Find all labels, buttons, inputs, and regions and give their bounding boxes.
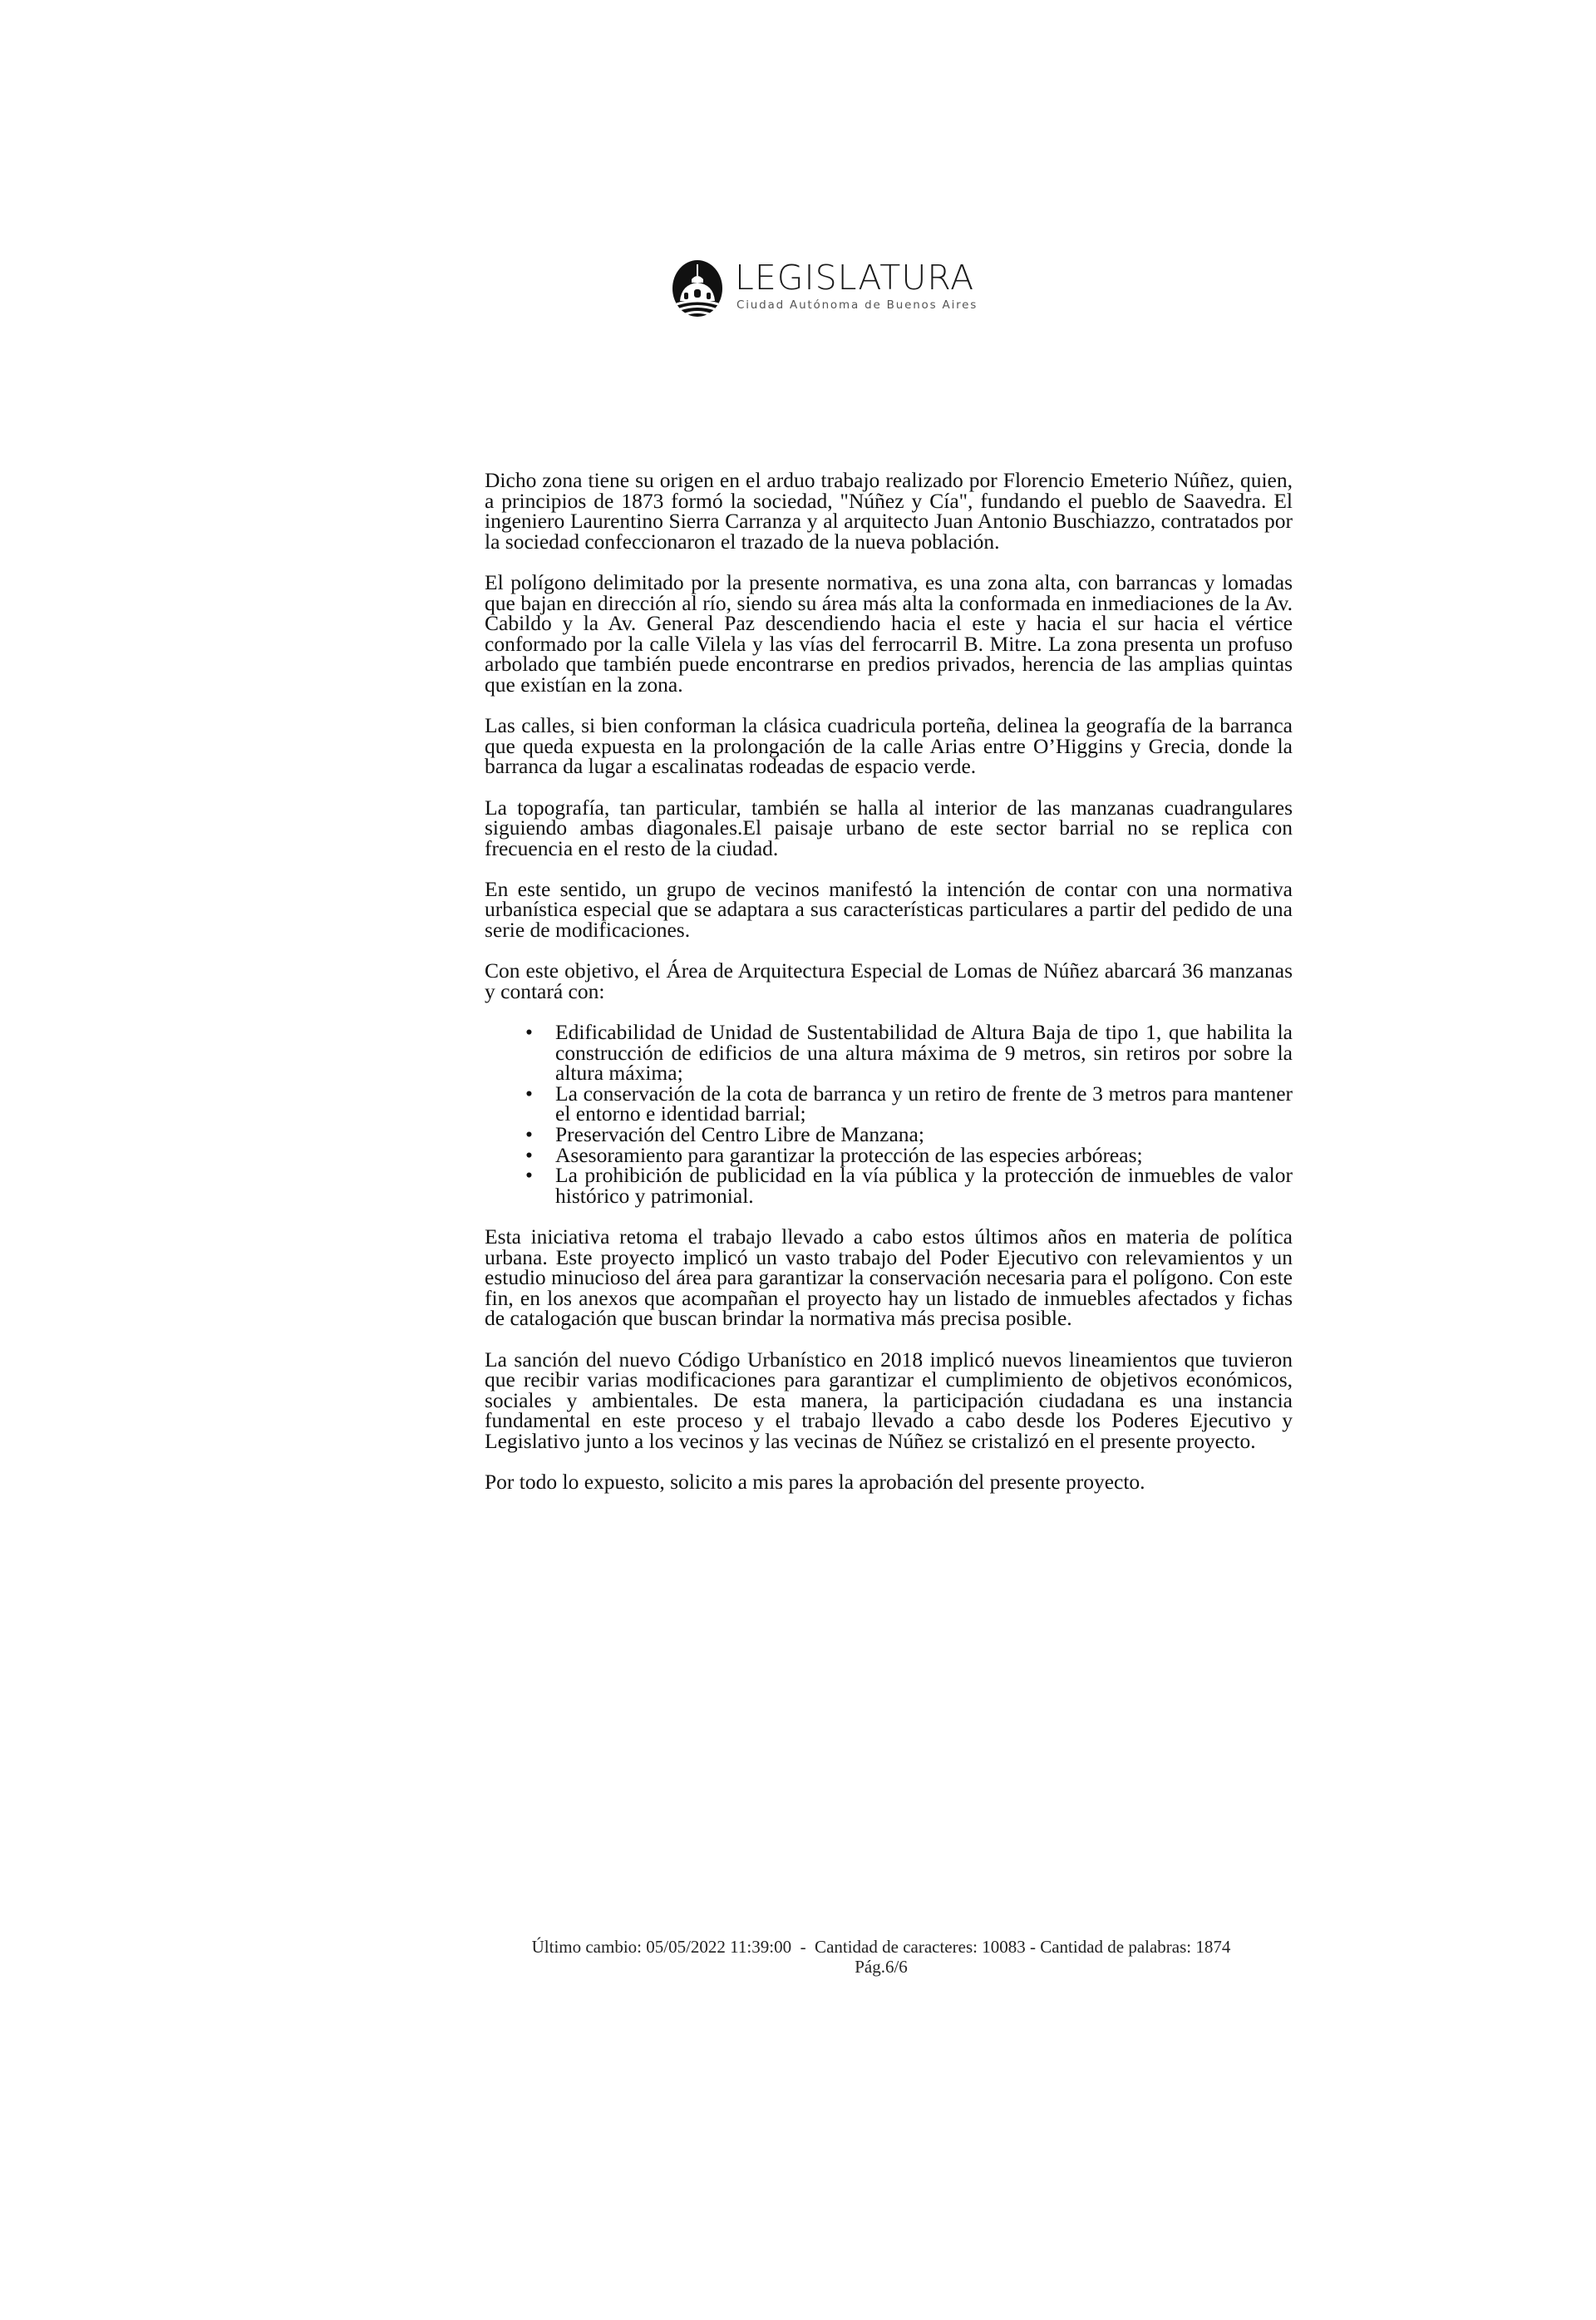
list-item	[525, 1020, 1293, 1086]
paragraph: Esta iniciativa retoma el trabajo llevado a cabo estos últimos años en materia de política urbana. Este proyecto implicó un vasto trabajo del Poder Ejecutivo con relevamientos y un estudio minucioso del área para garantizar la conservación necesaria para el polígono. Con este fin, en los anexos que acompañan el proyecto hay un listado de inmuebles afectados y fichas de catalogación que buscan brindar la normativa más precisa posible.	[485, 1224, 1293, 1331]
features-list	[485, 1022, 1293, 1206]
logo-title: LEGISLATURA	[735, 258, 975, 298]
list-item-text: Edificabilidad de Unidad de Sustentabilidad de Altura Baja de tipo 1, que habilita la construcción de edificios de una altura máxima de 9 metros, sin retiros por sobre la altura máxima;	[555, 1020, 1293, 1086]
list-item-text: Asesoramiento para garantizar la protección de las especies arbóreas;	[555, 1142, 1143, 1167]
legislatura-logo	[670, 259, 978, 318]
bullet-icon: •	[525, 1163, 533, 1188]
list-item-text: La prohibición de publicidad en la vía pública y la protección de inmuebles de valor histórico y patrimonial.	[555, 1163, 1293, 1208]
paragraph: El polígono delimitado por la presente normativa, es una zona alta, con barrancas y lomadas que bajan en dirección al río, siendo su área más alta la conformada en inmediaciones de la Av. Cabildo y la Av. General Paz descendiendo hacia el este y hacia el sur hacia el vértice conformado por la calle Vilela y las vías del ferrocarril B. Mitre. La zona presenta un profuso arbolado que también puede encontrarse en predios privados, herencia de las amplias quintas que existían en la zona.	[485, 569, 1293, 697]
bullet-icon: •	[525, 1142, 533, 1167]
list-item-text: La conservación de la cota de barranca y un retiro de frente de 3 metros para mantener el entorno e identidad barrial;	[555, 1081, 1293, 1126]
paragraph: La topografía, tan particular, también se halla al interior de las manzanas cuadrangulares siguiendo ambas diagonales.El paisaje urbano de este sector barrial no se replica con frecuencia en el resto de la ciudad.	[485, 795, 1293, 860]
logo-subtitle: Ciudad Autónoma de Buenos Aires	[736, 298, 978, 312]
paragraph: Con este objetivo, el Área de Arquitectura Especial de Lomas de Núñez abarcará 36 manzanas y contará con:	[485, 958, 1293, 1003]
page-number: Pág.6/6	[855, 1957, 908, 1977]
document-body	[485, 470, 1293, 1513]
paragraph: Las calles, si bien conforman la clásica cuadricula porteña, delinea la geografía de la barranca que queda expuesta en la prolongación de la calle Arias entre O’Higgins y Grecia, donde la barranca da lugar a escalinatas rodeadas de espacio verde.	[485, 713, 1293, 779]
dome-icon	[670, 259, 725, 318]
bullet-icon: •	[525, 1081, 533, 1106]
list-item	[525, 1081, 1293, 1126]
closing-paragraph: Por todo lo expuesto, solicito a mis pares la aprobación del presente proyecto.	[485, 1470, 1145, 1495]
paragraph: La sanción del nuevo Código Urbanístico en 2018 implicó nuevos lineamientos que tuvieron que recibir varias modificaciones para garantizar el cumplimiento de objetivos económicos, sociales y ambientales. De esta manera, la participación ciudadana es una instancia fundamental en este proceso y el trabajo llevado a cabo desde los Poderes Ejecutivo y Legislativo junto a los vecinos y las vecinas de Núñez se cristalizó en el presente proyecto.	[485, 1347, 1293, 1453]
bullet-icon: •	[525, 1122, 533, 1146]
paragraph: En este sentido, un grupo de vecinos manifestó la intención de contar con una normativa urbanística especial que se adaptara a sus características particulares a partir del pedido de una serie de modificaciones.	[485, 876, 1293, 943]
page-footer	[466, 1937, 1297, 1977]
footer-meta: Último cambio: 05/05/2022 11:39:00 - Cantidad de caracteres: 10083 - Cantidad de palabras: 1874	[531, 1937, 1231, 1957]
bullet-icon: •	[525, 1020, 533, 1045]
list-item	[525, 1163, 1293, 1208]
list-item-text: Preservación del Centro Libre de Manzana;	[555, 1122, 924, 1146]
paragraph: Dicho zona tiene su origen en el arduo trabajo realizado por Florencio Emeterio Núñez, quien, a principios de 1873 formó la sociedad, "Núñez y Cía", fundando el pueblo de Saavedra. El ingeniero Laurentino Sierra Carranza y al arquitecto Juan Antonio Buschiazzo, contratados por la sociedad confeccionaron el trazado de la nueva población.	[485, 468, 1293, 554]
